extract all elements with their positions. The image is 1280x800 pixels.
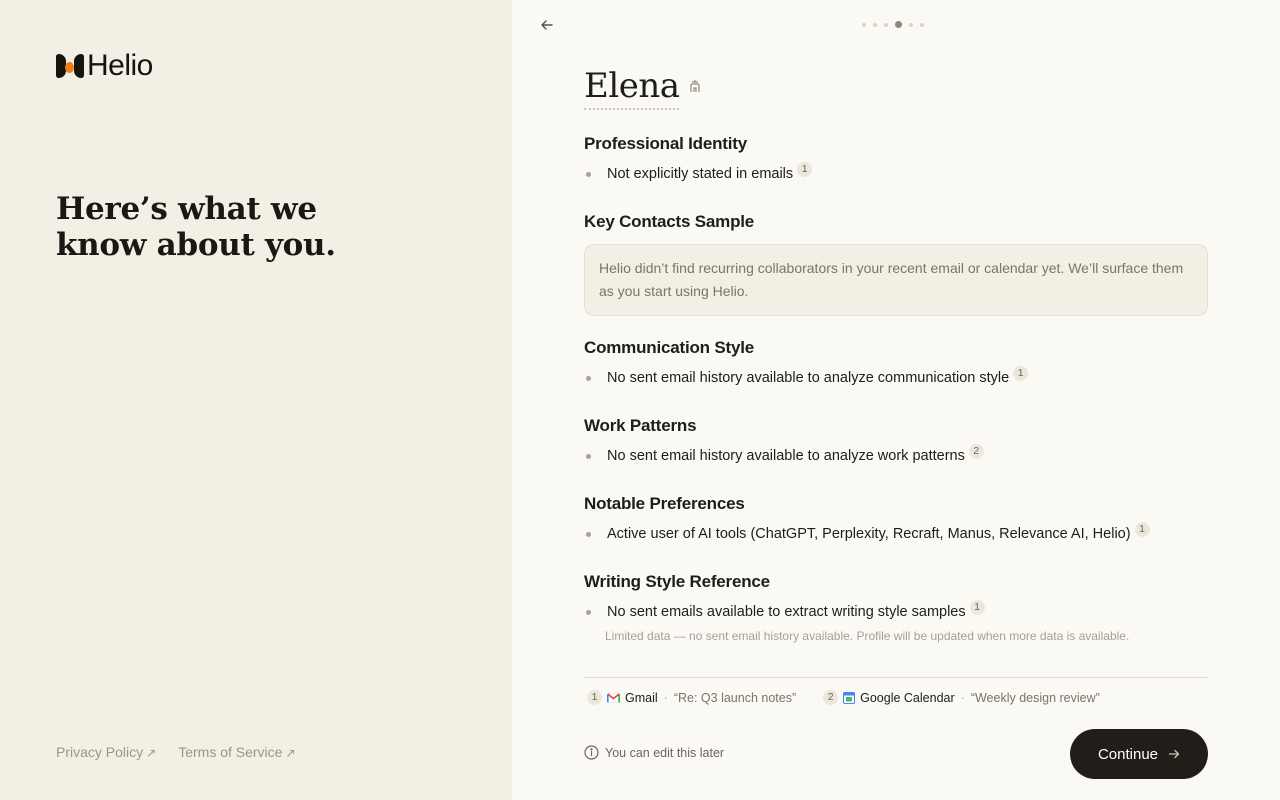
limited-data-note: Limited data — no sent email history available. Profile will be updated when more data is available. — [605, 629, 1130, 643]
external-link-icon: ↗ — [146, 746, 157, 760]
arrow-left-icon — [540, 18, 554, 32]
section-key-contacts — [584, 212, 1208, 316]
source-app-name: Gmail — [625, 690, 658, 705]
step-dot — [873, 23, 877, 27]
profile-name[interactable]: Elena — [584, 66, 679, 110]
list-item-text: No sent emails available to extract writing style samples — [607, 604, 966, 620]
list-item — [584, 164, 1208, 184]
source-number: 2 — [823, 690, 838, 705]
citation-badge[interactable]: 1 — [1013, 366, 1028, 381]
terms-of-service-link[interactable] — [178, 744, 295, 760]
section-communication-style — [584, 338, 1208, 388]
bullet-dot — [586, 172, 591, 177]
list-item-text: Not explicitly stated in emails — [607, 166, 794, 182]
right-panel — [512, 0, 1280, 800]
privacy-policy-link[interactable] — [56, 744, 156, 760]
list-item — [584, 602, 1208, 622]
source-item-gmail[interactable] — [584, 690, 796, 705]
source-quote: “Re: Q3 launch notes” — [673, 690, 797, 705]
helio-logo-mark — [56, 53, 84, 79]
list-item-text: No sent email history available to analyze work patterns — [607, 448, 965, 464]
section-writing-style-reference — [584, 572, 1208, 644]
step-dot — [920, 23, 924, 27]
step-dot — [909, 23, 913, 27]
page-headline: Here’s what we know about you. — [56, 191, 336, 263]
section-title: Writing Style Reference — [584, 572, 770, 591]
continue-button[interactable] — [1070, 729, 1208, 779]
section-title: Professional Identity — [584, 134, 748, 153]
continue-label: Continue — [1097, 745, 1159, 763]
source-separator: · — [960, 690, 965, 705]
citation-badge[interactable]: 1 — [1135, 522, 1150, 537]
name-row — [584, 64, 1208, 110]
source-quote: “Weekly design review” — [970, 690, 1100, 705]
left-panel — [0, 0, 512, 800]
sources-bar — [584, 677, 1208, 705]
source-number: 1 — [587, 690, 602, 705]
section-work-patterns — [584, 416, 1208, 466]
pen-icon[interactable] — [689, 79, 701, 98]
list-item — [584, 368, 1208, 388]
external-link-icon: ↗ — [285, 746, 296, 760]
section-title: Key Contacts Sample — [584, 212, 755, 231]
citation-badge[interactable]: 1 — [970, 600, 985, 615]
bullet-dot — [586, 532, 591, 537]
citation-badge[interactable]: 2 — [969, 444, 984, 459]
list-item — [584, 446, 1208, 466]
empty-contacts-notice: Helio didn’t find recurring collaborators in your recent email or calendar yet. We’ll surface them as you start using Helio. — [584, 244, 1208, 316]
bullet-dot — [586, 454, 591, 459]
step-indicator — [862, 21, 924, 28]
step-dot — [884, 23, 888, 27]
google-calendar-icon — [843, 692, 855, 704]
section-title: Work Patterns — [584, 416, 697, 435]
edit-later-text: You can edit this later — [605, 745, 725, 760]
section-notable-preferences — [584, 494, 1208, 544]
step-dot-active — [895, 21, 902, 28]
info-icon — [584, 745, 599, 760]
list-item-text: No sent email history available to analyze communication style — [607, 370, 1010, 386]
section-title: Notable Preferences — [584, 494, 745, 513]
legal-links — [56, 744, 296, 760]
list-item-text: Active user of AI tools (ChatGPT, Perplexity, Recraft, Manus, Relevance AI, Helio) — [607, 526, 1131, 542]
step-dot — [862, 23, 866, 27]
helio-logo — [56, 49, 153, 82]
source-app-name: Google Calendar — [860, 690, 955, 705]
source-separator: · — [663, 690, 668, 705]
list-item — [584, 524, 1208, 544]
arrow-right-icon — [1168, 748, 1180, 760]
back-button[interactable] — [537, 15, 557, 35]
terms-of-service-label: Terms of Service — [178, 744, 283, 760]
section-professional-identity — [584, 134, 1208, 184]
bullet-dot — [586, 610, 591, 615]
source-item-google-calendar[interactable] — [820, 690, 1100, 705]
logo-text: Helio — [87, 49, 153, 82]
profile-content — [584, 64, 1208, 643]
edit-later-note — [584, 745, 724, 760]
bullet-dot — [586, 376, 591, 381]
privacy-policy-label: Privacy Policy — [56, 744, 144, 760]
gmail-icon — [607, 693, 620, 703]
citation-badge[interactable]: 1 — [797, 162, 812, 177]
section-title: Communication Style — [584, 338, 755, 357]
